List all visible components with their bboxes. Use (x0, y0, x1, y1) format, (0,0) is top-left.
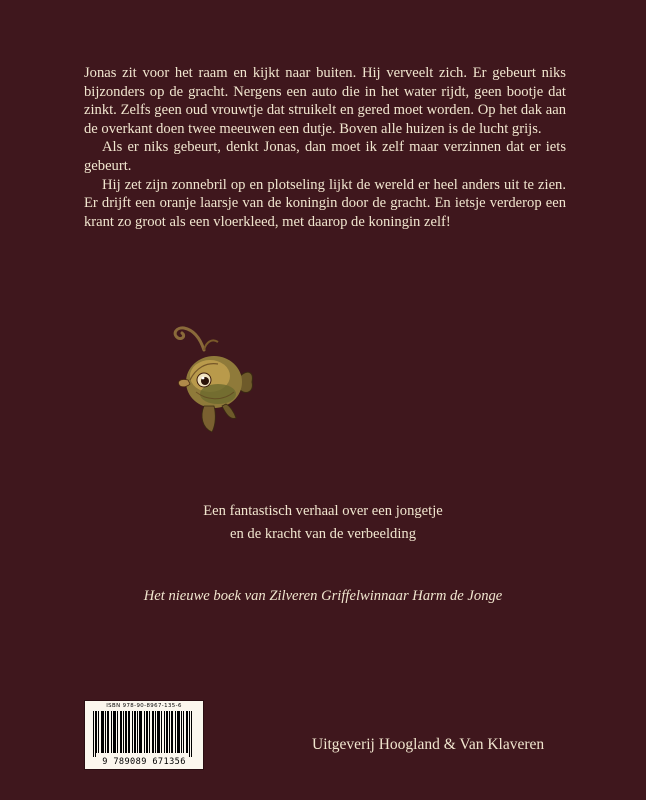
barcode-bar (144, 711, 145, 753)
barcode-bar (147, 711, 148, 753)
blurb-paragraph-3: Hij zet zijn zonnebril op en plotseling lijkt de wereld er heel anders uit te zien. Er drijft een oranje laarsje van de koningin door de gracht. En ietsje verderop een krant zo groot als een vloerkleed, met daarop de koningin zelf! (84, 176, 566, 230)
blurb-paragraph-1: Jonas zit voor het raam en kijkt naar buiten. Hij verveelt zich. Er gebeurt niks bijzonders op de gracht. Nergens een auto die in het water rijdt, geen bootje dat zinkt. Zelfs geen oud vrouwtje dat struikelt en gered moet worden. Op het dak aan de overkant doen twee meeuwen een dutje. Boven alle huizen is de lucht grijs. (84, 65, 566, 137)
blurb-text (84, 64, 566, 231)
tagline-line-1: Een fantastisch verhaal over een jongetje (203, 503, 443, 519)
barcode-bar (161, 711, 162, 753)
barcode-bar (102, 711, 103, 753)
barcode-bar (169, 711, 170, 753)
barcode-bar (167, 711, 168, 753)
barcode-bar (153, 711, 154, 753)
barcode-bar (140, 711, 141, 753)
barcode-bar (105, 711, 106, 753)
barcode-bar (191, 711, 192, 757)
barcode-bar (159, 711, 160, 753)
barcode-bar (164, 711, 165, 753)
barcode-bar (121, 711, 122, 753)
barcode-bar (125, 711, 126, 753)
barcode-bar (187, 711, 188, 753)
tagline-line-2: en de kracht van de verbeelding (230, 526, 416, 542)
ean-digits: 9 789089 671356 (102, 757, 186, 767)
barcode-bar (117, 711, 118, 753)
barcode-bar (103, 711, 104, 753)
barcode-bar (107, 711, 108, 753)
barcode-bar (152, 711, 153, 753)
barcode-bar (186, 711, 187, 753)
barcode-bar (123, 711, 124, 753)
isbn-number: ISBN 978-90-8967-135-6 (106, 703, 182, 709)
barcode-bar (181, 711, 182, 753)
fish-icon (160, 320, 256, 442)
barcode-bar (135, 711, 136, 753)
barcode-bar (175, 711, 176, 753)
barcode-bar (113, 711, 114, 753)
barcode-bar (108, 711, 109, 753)
barcode-bar (166, 711, 167, 753)
barcode-bar (128, 711, 129, 753)
tagline (0, 500, 646, 546)
barcode-bar (146, 711, 147, 753)
barcode-bars (91, 711, 197, 757)
barcode-bar (183, 711, 184, 753)
barcode-bar (134, 711, 135, 753)
barcode-bar (120, 711, 121, 753)
barcode-bar (141, 711, 142, 753)
barcode-bar (95, 711, 96, 757)
barcode-bar (157, 711, 158, 753)
publisher-name: Uitgeverij Hoogland & Van Klaveren (312, 736, 545, 753)
barcode-bar (179, 711, 180, 753)
barcode-bar (178, 711, 179, 753)
barcode-bar (114, 711, 115, 753)
barcode-bar (158, 711, 159, 753)
barcode-bar (149, 711, 150, 753)
barcode-bar (155, 711, 156, 753)
barcode (84, 700, 204, 770)
barcode-bar (101, 711, 102, 753)
barcode-bar (132, 711, 133, 753)
barcode-bar (93, 711, 94, 757)
barcode-bar (98, 711, 99, 753)
blurb-paragraph-2: Als er niks gebeurt, denkt Jonas, dan moet ik zelf maar verzinnen dat er iets gebeurt. (84, 139, 566, 174)
barcode-bar (139, 711, 140, 753)
barcode-bar (126, 711, 127, 753)
barcode-bar (129, 711, 130, 753)
barcode-bar (177, 711, 178, 753)
barcode-bar (96, 711, 97, 753)
barcode-bar (115, 711, 116, 753)
barcode-bar (171, 711, 172, 753)
barcode-bar (189, 711, 190, 757)
author-line: Het nieuwe boek van Zilveren Griffelwinnaar Harm de Jonge (143, 588, 503, 604)
barcode-bar (111, 711, 112, 753)
barcode-bar (137, 711, 138, 753)
barcode-bar (172, 711, 173, 753)
